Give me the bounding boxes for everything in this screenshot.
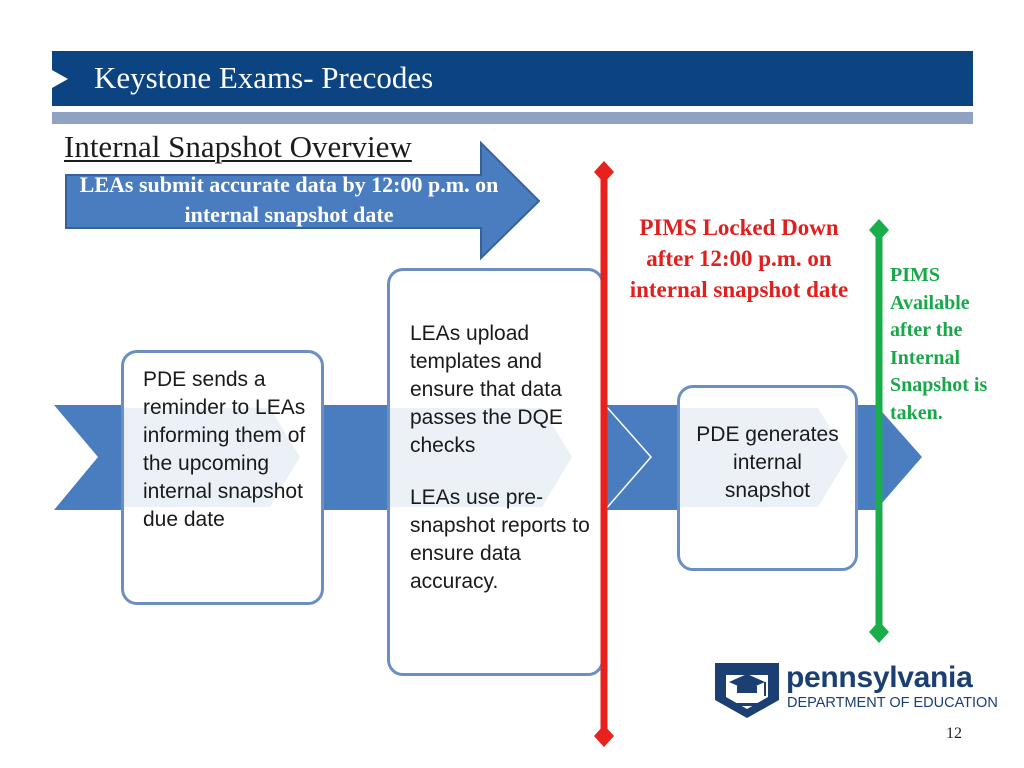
- step-3-text: PDE generates internal snapshot: [696, 423, 839, 502]
- step-2-text-upload: LEAs upload templates and ensure that data passes the DQE checks: [410, 322, 563, 457]
- green-marker-top-diamond: [869, 219, 889, 241]
- step-1-text: PDE sends a reminder to LEAs informing them of the upcoming internal snapshot due date: [143, 368, 306, 531]
- pde-logo-icon: [715, 663, 779, 718]
- green-marker-bottom-diamond: [869, 621, 889, 643]
- red-marker-bottom-diamond: [594, 725, 614, 747]
- banner-text: LEAs submit accurate data by 12:00 p.m. on internal snapshot date: [79, 172, 499, 227]
- pims-locked-label: PIMS Locked Down after 12:00 p.m. on internal snapshot date: [629, 215, 849, 302]
- pims-available-label: PIMS Available after the Internal Snapshot is taken.: [890, 264, 988, 424]
- logo-wordmark: pennsylvania: [786, 661, 973, 694]
- red-marker-top-diamond: [594, 161, 614, 183]
- step-2-text-reports: LEAs use pre-snapshot reports to ensure data accuracy.: [410, 486, 590, 593]
- slide-title: Keystone Exams- Precodes: [94, 60, 434, 95]
- logo-department: DEPARTMENT OF EDUCATION: [787, 695, 998, 711]
- section-title: Internal Snapshot Overview: [64, 129, 412, 164]
- page-number: 12: [946, 725, 962, 742]
